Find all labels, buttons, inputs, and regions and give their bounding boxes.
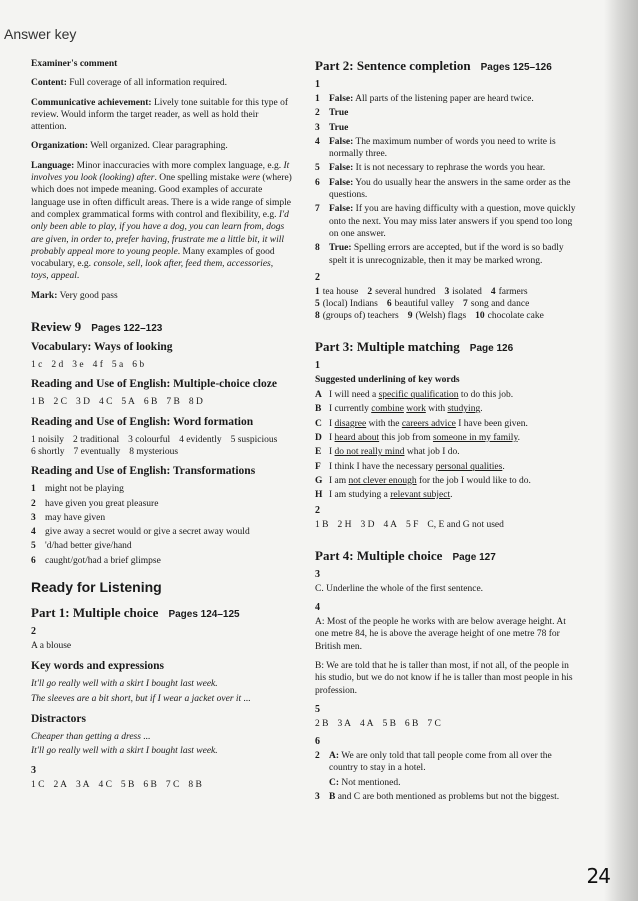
list-item: 5 False: It is not necessary to rephrase the words you hear. [315,163,546,174]
distractor-line: Cheaper than getting a dress ... [31,731,151,742]
part1-q2-answer: A a blouse [31,641,72,652]
item-text: I do not really mind what job I do. [329,447,460,458]
item-letter: A [315,390,322,401]
examiner-content: Content: Full coverage of all information required. [31,78,228,89]
part2-title: Part 2: Sentence completion Pages 125–126 [315,58,552,73]
handwritten-page-number: 24 [586,864,610,888]
question-number: 5 [315,703,320,715]
part4-title: Part 4: Multiple choice Page 127 [315,547,496,563]
item-text: I will need a specific qualification to do this job. [329,390,514,401]
word-formation-title: Reading and Use of English: Word formation [31,415,254,428]
distractor-line: It'll go really well with a skirt I bought last week. [31,746,218,757]
question-number: 2 [315,505,320,517]
list-item [315,418,577,430]
list-item [315,389,577,401]
part3-rows [315,389,577,501]
key-words-line: The sleeves are a bit short, but if I wear a jacket over it ... [31,693,251,704]
item-text: I disagree with the careers advice I have been given. [329,418,528,429]
list-item [315,432,577,444]
question-number: 4 [315,602,320,614]
list-item: 2 A: We are only told that tall people come from all over the country to stay in a hotel. [315,751,552,774]
item-text: I currently combine work with studying. [329,404,483,415]
part4-q4-b: B: We are told that he is taller than most, if not all, of the people in his studio, but we do not know if he is taller than most people in his profession. [315,660,573,696]
list-item: 6 False: You do usually hear the answers in the same order as the questions. [315,177,571,201]
question-number: 3 [315,568,320,580]
list-item: 2 have given you great pleasure [31,498,159,509]
mc-cloze-title: Reading and Use of English: Multiple-choice cloze [31,378,277,391]
key-words-title: Key words and expressions [31,660,165,673]
list-item: 4 give away a secret would or give a secret away would [31,527,250,538]
list-item: 3 may have given [31,512,106,523]
item-text: I think I have the necessary personal qualities. [329,461,505,472]
part1-title: Part 1: Multiple choice Pages 124–125 [31,605,240,621]
list-item: 3 B and C are both mentioned as problems but not the biggest. [315,791,560,802]
right-column [315,58,577,805]
part2-q1-list [315,93,577,267]
list-item: 2 True [315,108,349,119]
question-number: 3 [31,764,36,776]
word-formation-answers: 1 noisily 2 traditional 3 colourful 4 evidently 5 suspicious 6 shortly 7 eventually 8 mysterious [31,434,278,457]
examiner-mark: Mark: Very good pass [31,290,118,301]
vocab-title: Vocabulary: Ways of looking [31,341,173,354]
review9-title: Review 9 Pages 122–123 [31,319,163,335]
part2-q2-answers: 1 tea house 2 several hundred 3 isolated 4 farmers 5 (local) Indians 6 beautiful valley 7 song and dance 8 (groups of) teachers 9 (Welsh) flags 10 chocolate cake [315,286,544,322]
list-item: 1 False: All parts of the listening paper are heard twice. [315,94,534,104]
left-column [31,58,293,797]
question-number: 1 [315,79,320,90]
list-item [315,403,577,415]
list-item: 7 False: If you are having difficulty with a question, move quickly onto the next. You may miss later answers if you spend too long on one answer. [315,204,576,239]
page-header: Answer key [4,26,77,42]
part4-q6-list [315,750,577,803]
vocab-answers: 1 c 2 d 3 e 4 f 5 a 6 b [31,360,145,371]
item-letter: E [315,447,322,458]
item-letter: D [315,432,322,443]
list-item [315,461,577,473]
examiner-communicative: Communicative achievement: Lively tone suitable for this type of review. Would inform the target reader, as well as hold their attention. [31,97,288,133]
part1-q3-answers: 1 C 2 A 3 A 4 C 5 B 6 B 7 C 8 B [31,779,202,790]
transformations-title: Reading and Use of English: Transformations [31,465,256,478]
item-letter: H [315,490,323,501]
list-item: 5 'd/had better give/hand [31,541,132,552]
page-edge-shadow [604,0,638,901]
item-letter: F [315,461,321,472]
transformations-list [31,483,293,567]
list-item: 6 caught/got/had a brief glimpse [31,555,161,566]
item-letter: G [315,475,323,486]
examiner-language: Language: Minor inaccuracies with more complex language, e.g. It involves you look (looking) after. One spelling mistake were (where) which does not impede meaning. Good examples of accurate language use in often difficult areas. There is a wide range of simple and complex grammatical forms with control and flexibility, e.g. I'd only been able to play, if you have a dog, you can learn from, dogs are given, in order to, prefer having, frustrate me a little bit, it will probably appeal more to young people. Many examples of good vocabulary, e.g. console, sell, look after, feed them, accessories, toys, appeal. [31,160,292,282]
part3-q2-answers: 1 B 2 H 3 D 4 A 5 F C, E and G not used [315,520,504,531]
part4-q4-a: A: Most of the people he works with are below average height. At one metre 84, he is above the average height of one metre 78 for British men. [315,617,566,652]
examiner-organization: Organization: Well organized. Clear paragraphing. [31,141,228,152]
list-item: 3 True [315,122,349,133]
item-text: I am studying a relevant subject. [329,490,453,501]
ready-for-listening-title: Ready for Listening [31,579,162,596]
list-item: 4 False: The maximum number of words you need to write is normally three. [315,136,556,160]
item-text: I am not clever enough for the job I would like to do. [329,475,531,486]
mc-cloze-answers: 1 B 2 C 3 D 4 C 5 A 6 B 7 B 8 D [31,397,203,408]
part4-q3-text: C. Underline the whole of the first sentence. [315,583,484,594]
list-item [315,475,577,487]
item-text: I heard about this job from someone in my family. [329,432,520,443]
list-item [315,446,577,458]
question-number: 6 [315,736,320,748]
item-letter: C [315,418,322,429]
examiner-heading: Examiner's comment [31,59,118,69]
suggested-underlining-heading: Suggested underlining of key words [315,374,460,385]
question-number: 1 [315,359,320,371]
item-letter: B [315,404,322,415]
list-item: 8 True: Spelling errors are accepted, but if the word is so badly spelt it is unrecognizable, then it may be marked wrong. [315,243,564,266]
part3-title: Part 3: Multiple matching Page 126 [315,338,514,354]
list-item: 1 might not be playing [31,484,124,495]
list-item [315,489,577,501]
part4-q5-answers: 2 B 3 A 4 A 5 B 6 B 7 C [315,718,441,729]
distractors-title: Distractors [31,712,86,725]
list-item: C: Not mentioned. [329,777,401,788]
key-words-line: It'll go really well with a skirt I bought last week. [31,679,218,690]
question-number: 2 [315,271,320,283]
question-number: 2 [31,626,36,638]
